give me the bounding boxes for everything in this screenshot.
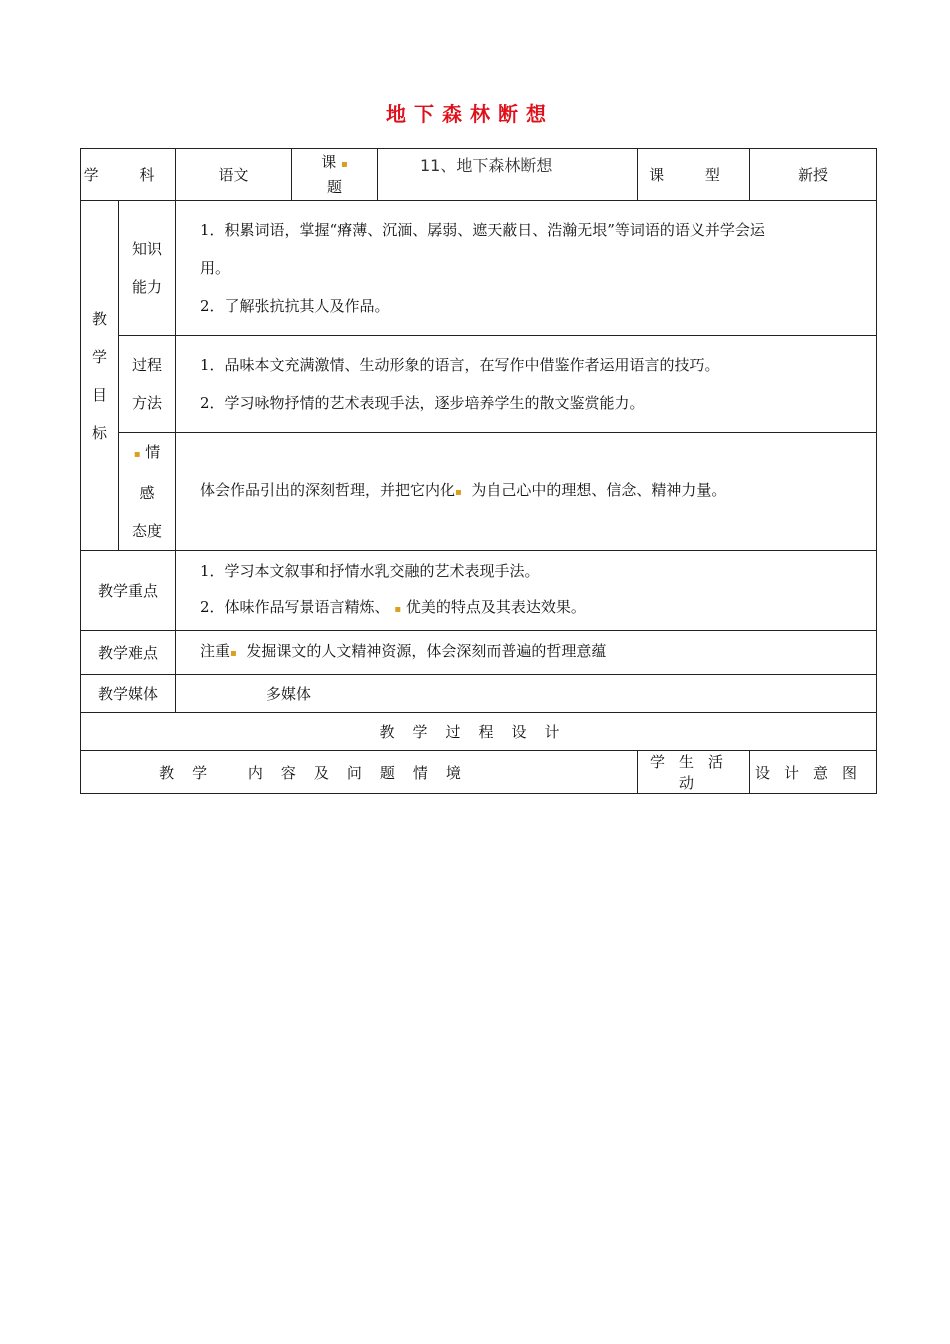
focus-row [81, 551, 877, 631]
col-student-header: 学生活动 [638, 751, 750, 794]
objective-process-row [81, 336, 877, 433]
marker-dot: ▪ [394, 604, 402, 615]
lesson-plan-table [80, 148, 876, 794]
type-value: 新授 [750, 149, 877, 201]
difficulty-content: 注重▪ 发掘课文的人文精神资源，体会深刻而普遍的哲理意蕴 [176, 631, 877, 675]
knowledge-content: 1．积累词语，掌握“瘠薄、沉湎、孱弱、遮天蔽日、浩瀚无垠”等词语的语义并学会运 用。 2．了解张抗抗其人及作品。 [176, 201, 877, 336]
marker-dot: ▪ [455, 487, 462, 498]
marker-dot: ▪ [133, 449, 141, 460]
lesson-label-top: 课 [321, 153, 337, 171]
focus-content: 1．学习本文叙事和抒情水乳交融的艺术表现手法。 2．体味作品写景语言精炼、 ▪ 优美的特点及其表达效果。 [176, 551, 877, 631]
knowledge-label: 知识 能力 [119, 201, 176, 336]
difficulty-row [81, 631, 877, 675]
type-label: 课 型 [638, 149, 750, 201]
process-design-heading: 教学过程设计 [81, 713, 877, 751]
col-content-header: 教学 内容及问题情境 [81, 751, 638, 794]
lesson-label-bottom: 题 [326, 178, 342, 196]
media-content: 多媒体 [176, 675, 877, 713]
emotion-label: ▪ 情 感 态度 [119, 433, 176, 551]
process-label: 过程 方法 [119, 336, 176, 433]
media-label: 教学媒体 [81, 675, 176, 713]
lesson-value: 11、地下森林断想 [378, 149, 638, 201]
objective-knowledge-row [81, 201, 877, 336]
objectives-label: 教 学 目 标 [81, 201, 119, 551]
media-row [81, 675, 877, 713]
difficulty-label: 教学难点 [81, 631, 176, 675]
col-intent-header: 设计意图 [750, 751, 877, 794]
subject-value: 语文 [176, 149, 292, 201]
emotion-content: 体会作品引出的深刻哲理，并把它内化▪ 为自己心中的理想、信念、精神力量。 [176, 433, 877, 551]
marker-dot: ▪ [341, 159, 348, 170]
header-row [81, 149, 877, 201]
objective-emotion-row [81, 433, 877, 551]
process-content: 1．品味本文充满激情、生动形象的语言，在写作中借鉴作者运用语言的技巧。 2．学习咏物抒情的艺术表现手法，逐步培养学生的散文鉴赏能力。 [176, 336, 877, 433]
focus-label: 教学重点 [81, 551, 176, 631]
process-design-heading-row [81, 713, 877, 751]
lesson-label [292, 149, 378, 201]
subject-label: 学 科 [81, 149, 176, 201]
marker-dot: ▪ [230, 648, 237, 659]
process-design-columns-row [81, 751, 877, 794]
page-title: 地下森林断想 [386, 102, 554, 126]
